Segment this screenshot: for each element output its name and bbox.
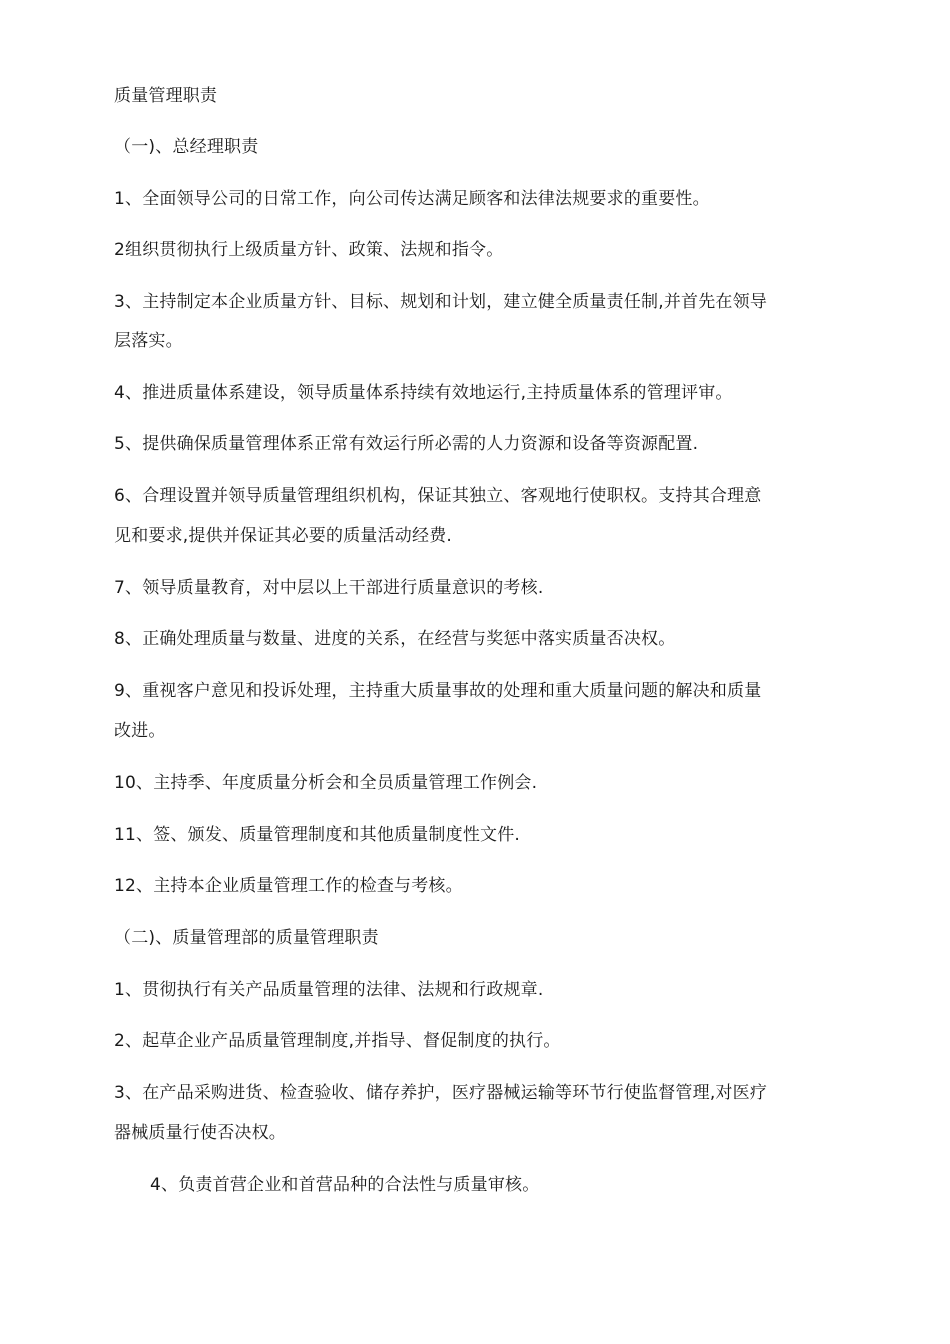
list-item: 6、合理设置并领导质量管理组织机构，保证其独立、客观地行使职权。支持其合理意 [114, 486, 762, 506]
list-item: 9、重视客户意见和投诉处理，主持重大质量事故的处理和重大质量问题的解决和质量 [114, 681, 762, 701]
section-heading-quality-department: （二)、质量管理部的质量管理职责 [114, 928, 379, 948]
list-item: 2、起草企业产品质量管理制度,并指导、督促制度的执行。 [114, 1031, 561, 1051]
section-heading-general-manager: （一)、总经理职责 [114, 137, 259, 157]
list-item-continuation: 见和要求,提供并保证其必要的质量活动经费. [114, 526, 453, 546]
list-item: 4、推进质量体系建设，领导质量体系持续有效地运行,主持质量体系的管理评审。 [114, 383, 733, 403]
list-item: 8、正确处理质量与数量、进度的关系，在经营与奖惩中落实质量否决权。 [114, 629, 676, 649]
list-item: 5、提供确保质量管理体系正常有效运行所必需的人力资源和设备等资源配置. [114, 434, 699, 454]
list-item: 10、主持季、年度质量分析会和全员质量管理工作例会. [114, 773, 538, 793]
list-item: 2组织贯彻执行上级质量方针、政策、法规和指令。 [114, 240, 504, 260]
list-item: 1、全面领导公司的日常工作，向公司传达满足顾客和法律法规要求的重要性。 [114, 189, 710, 209]
list-item-continuation: 器械质量行使否决权。 [114, 1123, 286, 1143]
list-item: 7、领导质量教育，对中层以上干部进行质量意识的考核. [114, 578, 544, 598]
document-title: 质量管理职责 [114, 86, 218, 106]
list-item-continuation: 层落实。 [114, 331, 183, 351]
list-item: 12、主持本企业质量管理工作的检查与考核。 [114, 876, 463, 896]
list-item: 4、负责首营企业和首营品种的合法性与质量审核。 [150, 1175, 540, 1195]
list-item: 1、贯彻执行有关产品质量管理的法律、法规和行政规章. [114, 980, 544, 1000]
list-item: 11、签、颁发、质量管理制度和其他质量制度性文件. [114, 825, 521, 845]
list-item: 3、在产品采购进货、检查验收、储存养护，医疗器械运输等环节行使监督管理,对医疗 [114, 1083, 768, 1103]
list-item: 3、主持制定本企业质量方针、目标、规划和计划，建立健全质量责任制,并首先在领导 [114, 292, 768, 312]
list-item-continuation: 改进。 [114, 721, 166, 741]
